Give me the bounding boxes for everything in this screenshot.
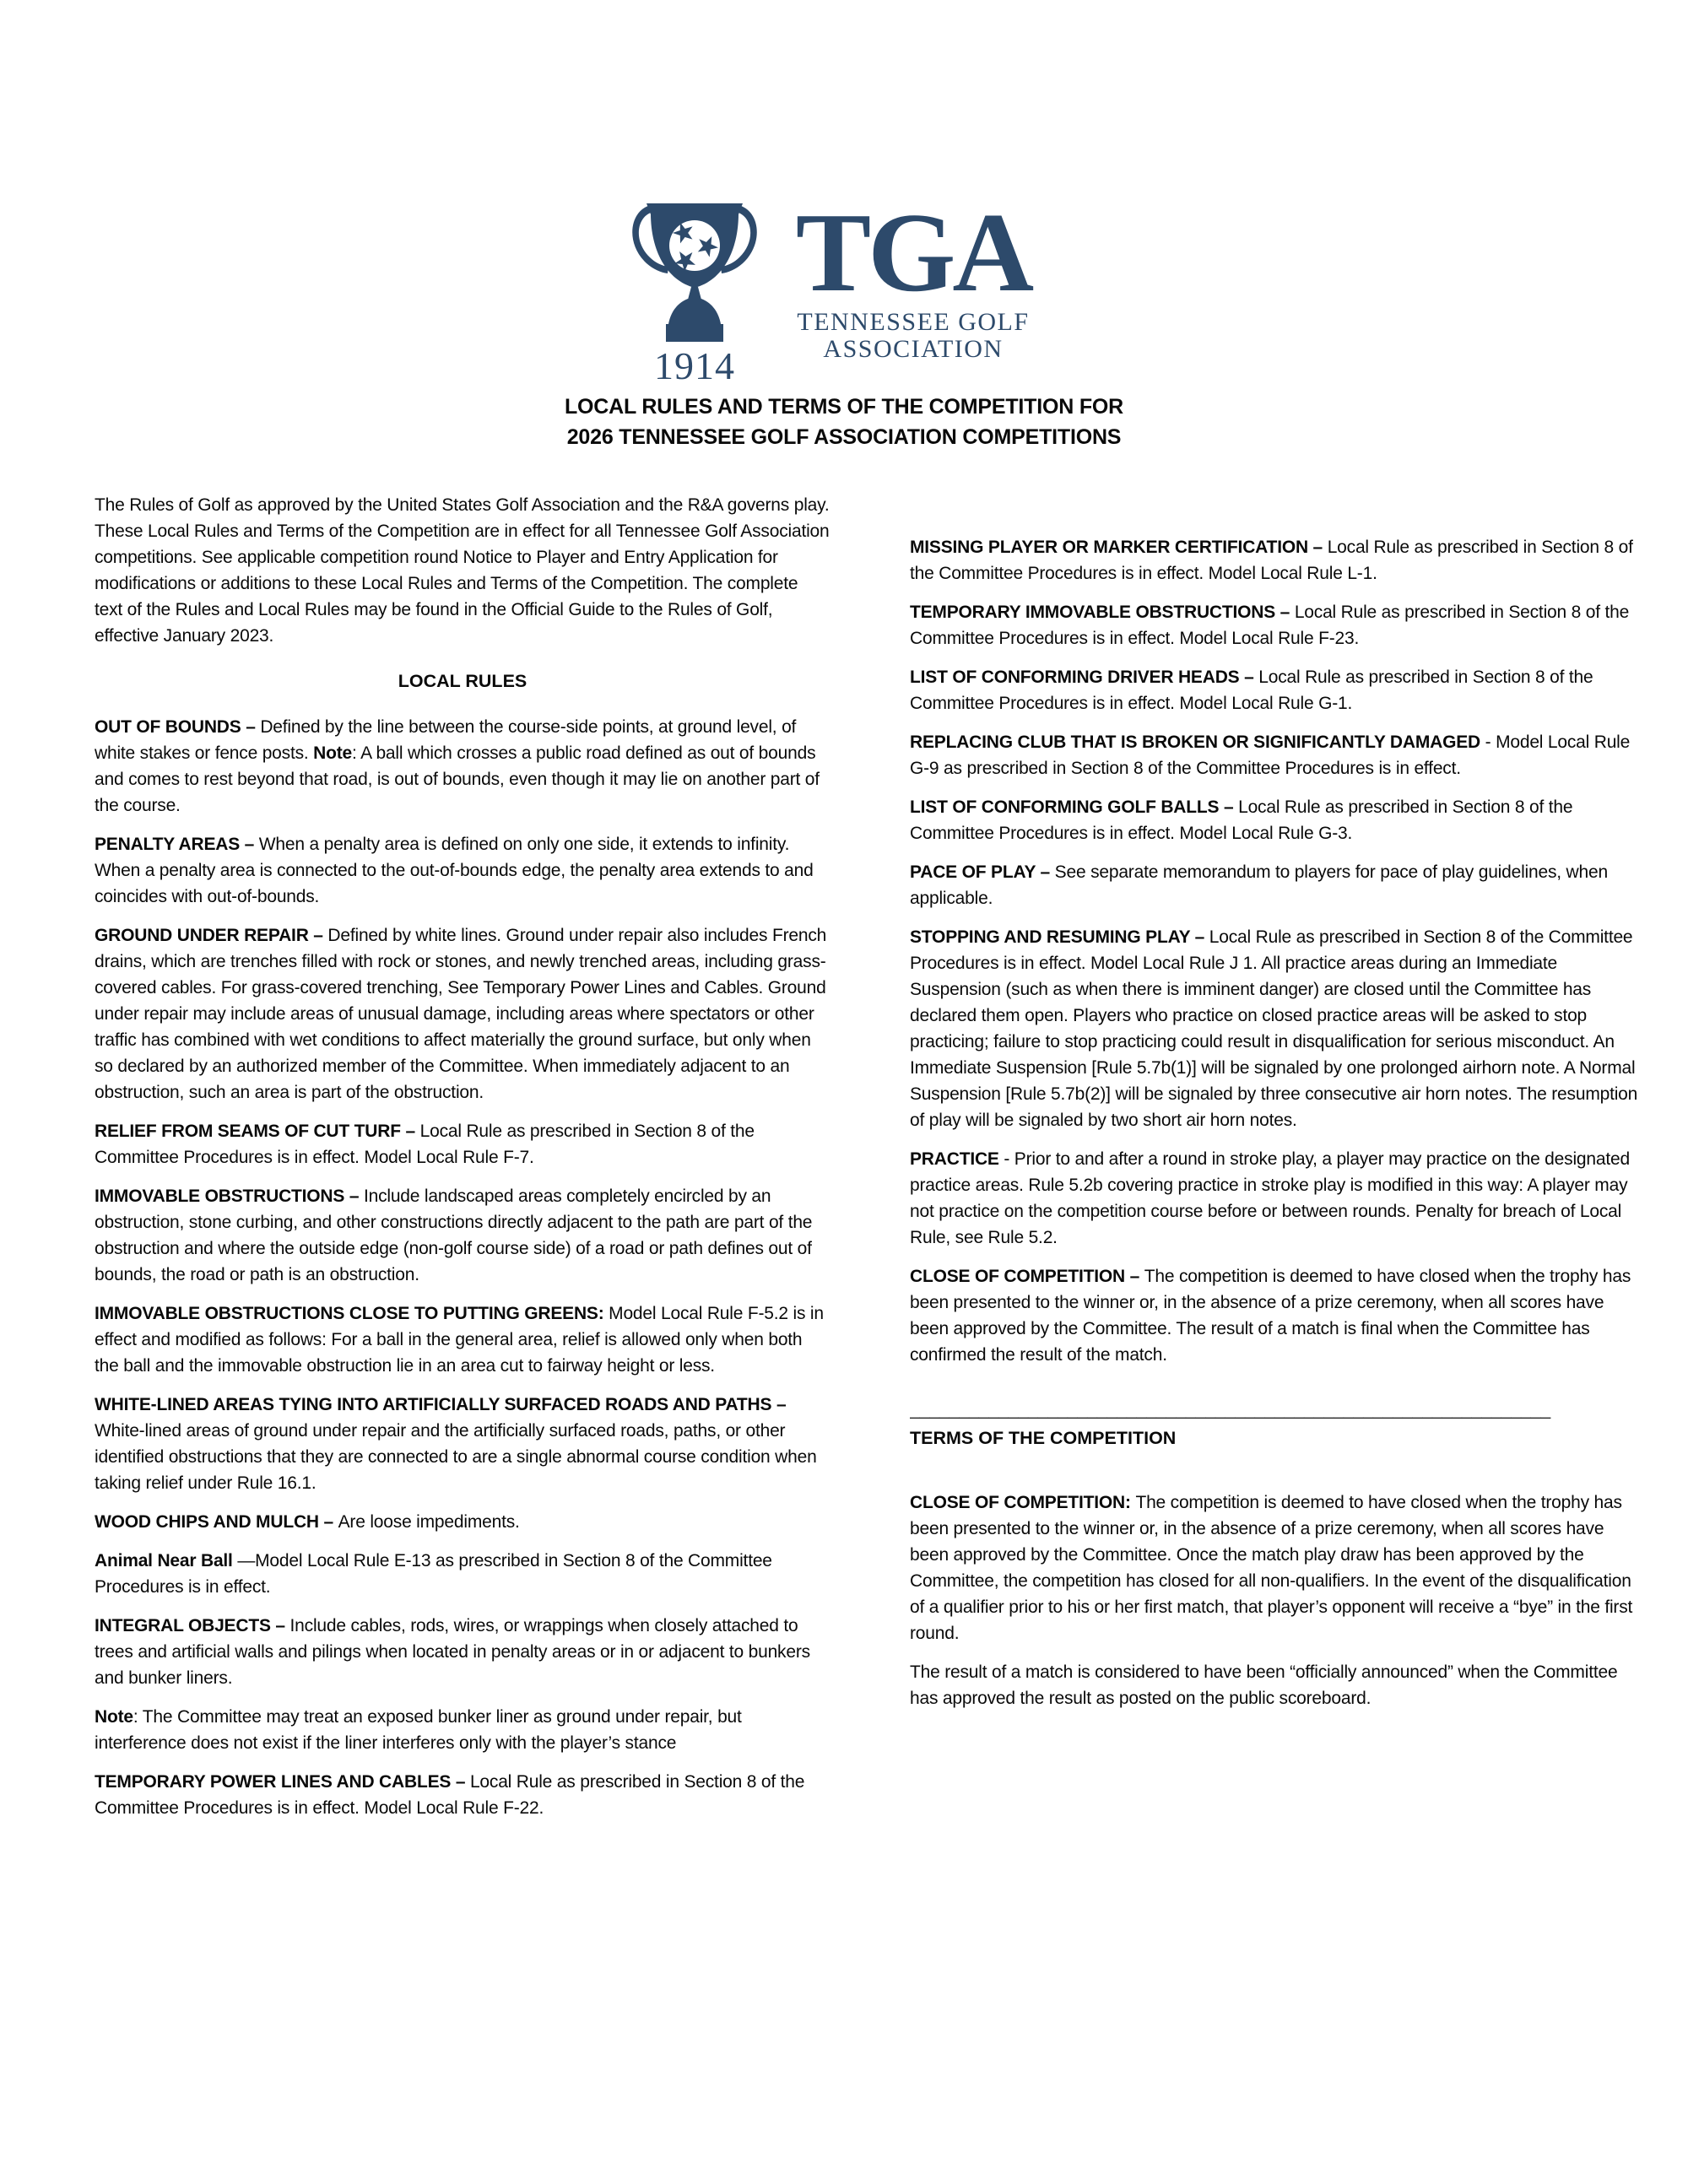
rule-integral-objects: INTEGRAL OBJECTS – Include cables, rods, wires, or wrappings when closely attached to trees and artificial walls and pilings when located in penalty areas or in or adjacent to bunkers and bunker liners.	[95, 1616, 810, 1688]
logo-wordmark	[756, 190, 1070, 364]
document-title	[0, 392, 1688, 452]
rule-stopping-resuming-play: STOPPING AND RESUMING PLAY – Local Rule as prescribed in Section 8 of the Committee Procedures is in effect. Model Local Rule J 1. All practice areas during an Immediate Suspension (such as when there is imminent danger) are closed until the Committee has declared them open. Players who practice on closed practice areas will be asked to stop practicing; failure to stop practicing could result in disqualification for serious misconduct. An Immediate Suspension [Rule 5.7b(1)] will be signaled by one prolonged airhorn note. A Normal Suspension [Rule 5.7b(2)] will be signaled by three consecutive air horn notes. The resumption of play will be signaled by two short air horn notes.	[910, 927, 1638, 1130]
terms-of-competition-heading: TERMS OF THE COMPETITION	[910, 1428, 1177, 1448]
rule-wood-chips-mulch: WOOD CHIPS AND MULCH – Are loose impediments.	[95, 1512, 520, 1532]
rule-immovable-obstructions-putting-greens: IMMOVABLE OBSTRUCTIONS CLOSE TO PUTTING GREENS: Model Local Rule F-5.2 is in effect and modified as follows: For a ball in the general area, relief is allowed only when both the ball and the immovable obstruction lie in an area cut to fairway height or less.	[95, 1304, 824, 1376]
rule-penalty-areas: PENALTY AREAS – When a penalty area is defined on only one side, it extends to infinity. When a penalty area is connected to the out-of-bounds edge, the penalty area extends to and coincides with out-of-bounds.	[95, 835, 814, 906]
logo-year: 1914	[654, 344, 735, 387]
rule-close-of-competition: CLOSE OF COMPETITION – The competition is deemed to have closed when the trophy has been presented to the winner or, in the absence of a prize ceremony, when all scores have been approved by the Committee. The result of a match is final when the Committee has confirmed the result of the match.	[910, 1267, 1631, 1365]
document-title-line2: 2026 TENNESSEE GOLF ASSOCIATION COMPETITIONS	[566, 425, 1122, 449]
local-rules-heading: LOCAL RULES	[398, 671, 528, 691]
rule-replacing-club: REPLACING CLUB THAT IS BROKEN OR SIGNIFICANTLY DAMAGED - Model Local Rule G-9 as prescribed in Section 8 of the Committee Procedures is in effect.	[910, 733, 1631, 778]
section-divider-line: _________________________________________________________________	[910, 1400, 1551, 1419]
logo-name-line1: TENNESSEE GOLF	[797, 308, 1030, 336]
right-column	[910, 534, 1641, 1724]
trophy-icon	[627, 203, 762, 344]
rule-conforming-driver-heads: LIST OF CONFORMING DRIVER HEADS – Local Rule as prescribed in Section 8 of the Committee Procedures is in effect. Model Local Rule G-1.	[910, 668, 1593, 713]
rule-relief-from-seams: RELIEF FROM SEAMS OF CUT TURF – Local Rule as prescribed in Section 8 of the Committee Procedures is in effect. Model Local Rule F-7.	[95, 1122, 755, 1167]
rule-ground-under-repair: GROUND UNDER REPAIR – Defined by white lines. Ground under repair also includes French drains, which are trenches filled with rock or stones, and newly trenched areas, including grass-covered cables. For grass-covered trenching, See Temporary Power Lines and Cables. Ground under repair may include areas of unusual damage, including areas where spectators or other traffic has combined with wet conditions to affect materially the ground surface, but only when so declared by an authorized member of the Committee. When immediately adjacent to an obstruction, such an area is part of the obstruction.	[95, 926, 827, 1102]
rule-practice: PRACTICE - Prior to and after a round in stroke play, a player may practice on the designated practice areas. Rule 5.2b covering practice in stroke play is modified in this way: A player may not practice on the competition course before or between rounds. Penalty for breach of Local Rule, see Rule 5.2.	[910, 1149, 1630, 1247]
terms-result-of-match: The result of a match is considered to have been “officially announced” when the Committee has approved the result as posted on the public scoreboard.	[910, 1662, 1618, 1708]
left-column	[95, 492, 830, 1834]
rule-missing-player-certification: MISSING PLAYER OR MARKER CERTIFICATION – Local Rule as prescribed in Section 8 of the Committee Procedures is in effect. Model Local Rule L-1.	[910, 538, 1633, 583]
rule-conforming-golf-balls: LIST OF CONFORMING GOLF BALLS – Local Rule as prescribed in Section 8 of the Committee Procedures is in effect. Model Local Rule G-3.	[910, 797, 1573, 843]
rule-pace-of-play: PACE OF PLAY – See separate memorandum to players for pace of play guidelines, when applicable.	[910, 862, 1608, 908]
tga-logo	[625, 203, 765, 386]
rule-white-lined-areas: WHITE-LINED AREAS TYING INTO ARTIFICIALLY SURFACED ROADS AND PATHS – White-lined areas of ground under repair and the artificially surfaced roads, paths, or other identified obstructions that they are connected to are a single abnormal course condition when taking relief under Rule 16.1.	[95, 1395, 817, 1493]
rule-animal-near-ball: Animal Near Ball —Model Local Rule E-13 as prescribed in Section 8 of the Committee Procedures is in effect.	[95, 1551, 772, 1597]
rule-immovable-obstructions: IMMOVABLE OBSTRUCTIONS – Include landscaped areas completely encircled by an obstruction, stone curbing, and other constructions directly adjacent to the path are part of the obstruction and where the outside edge (non-golf course side) of a road or path defines out of bounds, the road or path is an obstruction.	[95, 1187, 813, 1284]
intro-paragraph: The Rules of Golf as approved by the United States Golf Association and the R&A governs play. These Local Rules and Terms of the Competition are in effect for all Tennessee Golf Association competitions. See applicable competition round Notice to Player and Entry Application for modifications or additions to these Local Rules and Terms of the Competition. The complete text of the Rules and Local Rules may be found in the Official Guide to the Rules of Golf, effective January 2023.	[95, 495, 830, 646]
rule-temporary-immovable-obstructions: TEMPORARY IMMOVABLE OBSTRUCTIONS – Local Rule as prescribed in Section 8 of the Committee Procedures is in effect. Model Local Rule F-23.	[910, 603, 1630, 648]
terms-close-of-competition: CLOSE OF COMPETITION: The competition is deemed to have closed when the trophy has been presented to the winner or, in the absence of a prize ceremony, when all scores have been approved by the Committee. Once the match play draw has been approved by the Committee, the competition has closed for all non-qualifiers. In the event of the disqualification of a qualifier prior to his or her first match, that player’s opponent will receive a “bye” in the first round.	[910, 1493, 1633, 1643]
rule-temporary-power-lines: TEMPORARY POWER LINES AND CABLES – Local Rule as prescribed in Section 8 of the Committee Procedures is in effect. Model Local Rule F-22.	[95, 1772, 805, 1818]
document-title-line1: LOCAL RULES AND TERMS OF THE COMPETITION FOR	[564, 395, 1124, 419]
logo-name-line2: ASSOCIATION	[823, 335, 1004, 364]
rule-out-of-bounds: OUT OF BOUNDS – Defined by the line between the course-side points, at ground level, of white stakes or fence posts. Note: A ball which crosses a public road defined as out of bounds and comes to rest beyond that road, is out of bounds, even though it may lie on another part of the course.	[95, 717, 820, 815]
logo-acronym: TGA	[795, 190, 1031, 315]
rule-bunker-liner-note: Note: The Committee may treat an exposed bunker liner as ground under repair, but interference does not exist if the liner interferes only with the player’s stance	[95, 1707, 742, 1753]
